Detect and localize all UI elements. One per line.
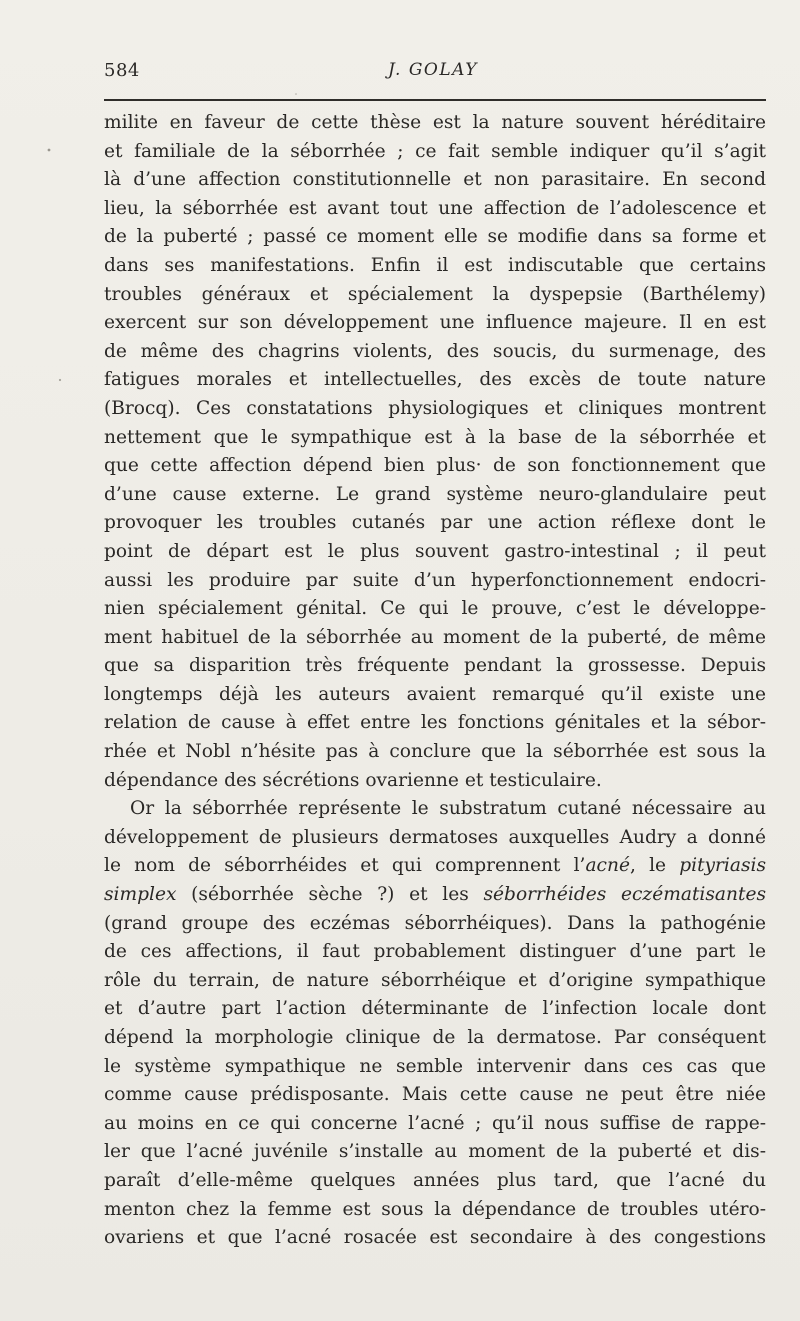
page-number: 584 [104, 60, 140, 81]
text-run: (séborrhée sèche ?) et les [176, 884, 484, 906]
text-line: de la puberté ; passé ce moment elle se modifie dans sa forme et [104, 226, 766, 248]
text-line: longtemps déjà les auteurs avaient remarqué qu’il existe une [104, 683, 766, 705]
text-line: (Brocq). Ces constatations physiologiques et cliniques montrent [104, 397, 766, 419]
text-line: point de départ est le plus souvent gastro-intestinal ; il peut [104, 540, 766, 562]
text-line: ment habituel de la séborrhée au moment de la puberté, de même [104, 626, 766, 648]
running-head: J. GOLAY [388, 60, 478, 80]
text-line: comme cause prédisposante. Mais cette cause ne peut être niée [104, 1084, 766, 1106]
text-line: là d’une affection constitutionnelle et non parasitaire. En second [104, 169, 766, 191]
text-line: de même des chagrins violents, des soucis, du surmenage, des [104, 340, 766, 362]
text-line: fatigues morales et intellectuelles, des excès de toute nature [104, 369, 766, 391]
text-line: développement de plusieurs dermatoses auxquelles Audry a donné [104, 826, 766, 848]
text-line: dépendance des sécrétions ovarienne et testiculaire. [104, 769, 602, 791]
body-text [104, 109, 766, 1253]
text-line: troubles généraux et spécialement la dyspepsie (Barthélemy) [104, 283, 766, 305]
text-line: d’une cause externe. Le grand système neuro-glandulaire peut [104, 483, 766, 505]
italic-term-seborrheides: séborrhéides eczématisantes [483, 884, 766, 906]
paper-speck [59, 379, 61, 381]
text-line: menton chez la femme est sous la dépendance de troubles utéro- [104, 1198, 766, 1220]
text-line: lieu, la séborrhée est avant tout une affection de l’adolescence et [104, 197, 766, 219]
text-line: et familiale de la séborrhée ; ce fait semble indiquer qu’il s’agit [104, 140, 766, 162]
text-line: et d’autre part l’action déterminante de l’infection locale dont [104, 998, 766, 1020]
text-line: nettement que le sympathique est à la base de la séborrhée et [104, 426, 766, 448]
text-line: le système sympathique ne semble intervenir dans ces cas que [104, 1055, 766, 1077]
text-line: aussi les produire par suite d’un hyperfonctionnement endocri- [104, 569, 766, 591]
text-line: nien spécialement génital. Ce qui le prouve, c’est le développe- [104, 598, 766, 620]
italic-term-simplex: simplex [104, 884, 177, 906]
text-line: provoquer les troubles cutanés par une action réflexe dont le [104, 512, 766, 534]
text-line: que sa disparition très fréquente pendant la grossesse. Depuis [104, 655, 766, 677]
text-line: Or la séborrhée représente le substratum cutané nécessaire au [130, 798, 766, 820]
header-rule [104, 99, 766, 101]
text-line: rôle du terrain, de nature séborrhéique et d’origine sympathique [104, 969, 766, 991]
text-line: paraît d’elle-même quelques années plus tard, que l’acné du [104, 1169, 766, 1191]
text-line: ler que l’acné juvénile s’installe au moment de la puberté et dis- [104, 1141, 766, 1163]
text-line-mixed [104, 852, 766, 881]
text-line: (grand groupe des eczémas séborrhéiques). Dans la pathogénie [104, 912, 766, 934]
italic-term-acne: acné [585, 855, 630, 877]
italic-term-pityriasis: pityriasis [679, 855, 766, 877]
text-line: dépend la morphologie clinique de la dermatose. Par conséquent [104, 1027, 766, 1048]
text-line: dans ses manifestations. Enfin il est indiscutable que certains [104, 254, 766, 276]
text-line: exercent sur son développement une influence majeure. Il en est [104, 312, 766, 334]
text-line: milite en faveur de cette thèse est la nature souvent héréditaire [104, 112, 766, 133]
paper-speck [295, 93, 297, 95]
text-run: le nom de séborrhéides et qui comprennent l’ [104, 855, 586, 877]
text-line: rhée et Nobl n’hésite pas à conclure que la séborrhée est sous la [104, 741, 766, 763]
paper-speck [48, 149, 51, 152]
text-line: que cette affection dépend bien plus· de son fonctionnement que [104, 455, 766, 477]
text-line: de ces affections, il faut probablement distinguer d’une part le [104, 941, 766, 963]
text-line: ovariens et que l’acné rosacée est secondaire à des congestions [104, 1227, 766, 1249]
text-line: au moins en ce qui concerne l’acné ; qu’il nous suffise de rappe- [104, 1112, 766, 1134]
text-line-mixed [104, 881, 766, 910]
text-line: relation de cause à effet entre les fonctions génitales et la sébor- [104, 712, 766, 734]
page-header [104, 60, 762, 90]
text-run: , le [629, 855, 680, 877]
